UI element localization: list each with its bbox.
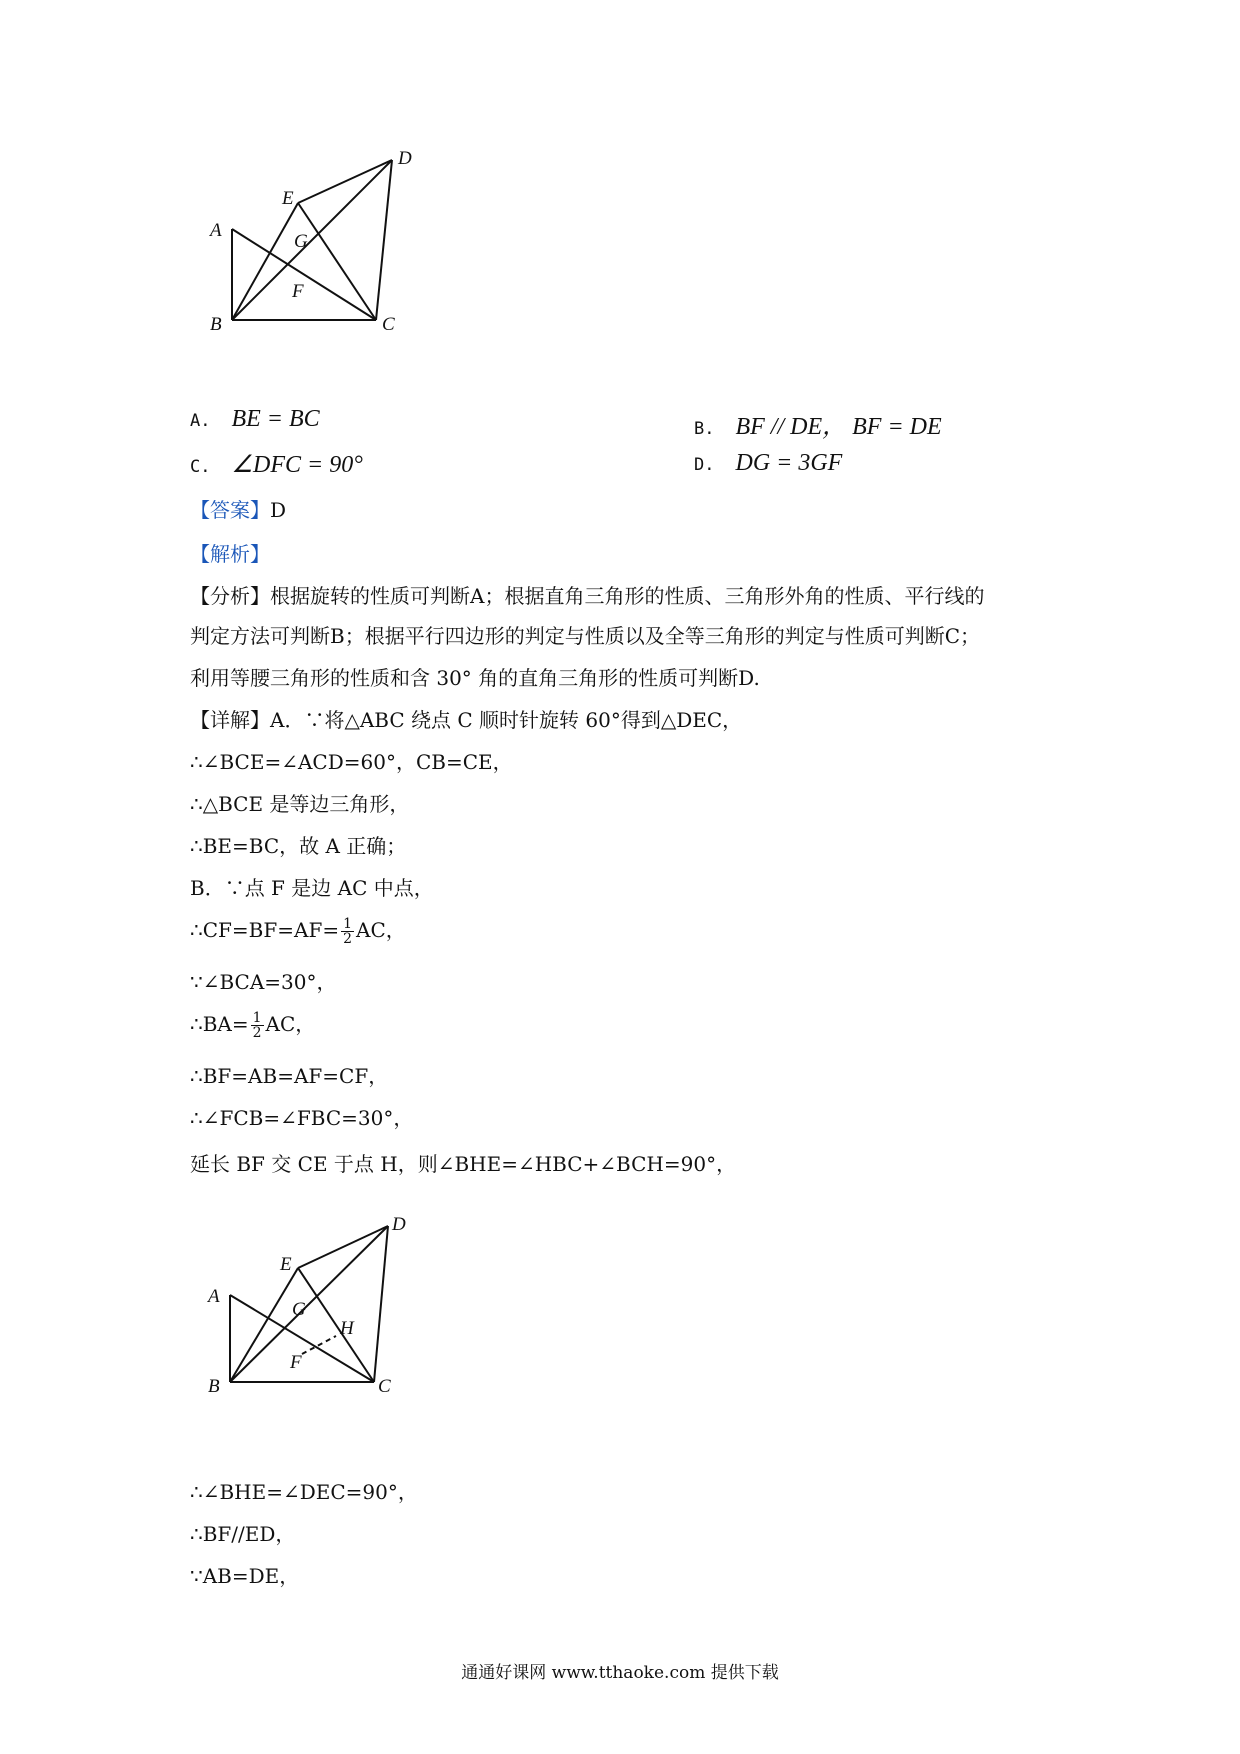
detail-line-12: ∴∠BHE=∠DEC=90°， bbox=[190, 1480, 418, 1504]
segment-ED bbox=[298, 1226, 388, 1268]
detail-line-14: ∵AB=DE， bbox=[190, 1564, 300, 1588]
detail-line-6: ∴CF=BF=AF= $\frac{1}{2}$ AC， bbox=[190, 916, 406, 947]
analysis-tag: 【分析】 bbox=[190, 584, 270, 608]
fraction-one-half: $\frac{1}{2}$ bbox=[252, 1010, 262, 1041]
point-label-H: H bbox=[340, 1318, 354, 1339]
point-label-G: G bbox=[292, 1299, 306, 1320]
page-footer: 通通好课网 www.tthaoke.com 提供下载 bbox=[461, 1663, 779, 1683]
segment-EC bbox=[298, 203, 376, 320]
option-b bbox=[694, 406, 942, 441]
detail-line-9: ∴BF=AB=AF=CF， bbox=[190, 1064, 389, 1088]
point-label-D: D bbox=[392, 1214, 406, 1235]
fraction-one-half: $\frac{1}{2}$ bbox=[343, 916, 352, 947]
point-label-A: A bbox=[210, 220, 222, 241]
point-label-F: F bbox=[292, 281, 304, 302]
option-b-expr: BF // DE， BF = DE bbox=[735, 414, 942, 440]
detail-line-11: 延长 BF 交 CE 于点 H，则∠BHE=∠HBC+∠BCH=90°， bbox=[190, 1152, 737, 1176]
detail-line-5: B．∵点 F 是边 AC 中点， bbox=[190, 876, 434, 900]
detail-line-4: ∴BE=BC，故 A 正确； bbox=[190, 834, 407, 858]
point-label-F: F bbox=[290, 1352, 302, 1373]
detail-tag: 【详解】 bbox=[190, 708, 270, 732]
option-b-label: B. bbox=[694, 419, 715, 439]
analysis-heading: 【解析】 bbox=[190, 542, 270, 566]
detail-line-8: ∴BA= $\frac{1}{2}$ AC， bbox=[190, 1010, 316, 1041]
analysis-line-1: 【分析】根据旋转的性质可判断A；根据直角三角形的性质、三角形外角的性质、平行线的 bbox=[190, 584, 985, 608]
point-label-C: C bbox=[378, 1376, 391, 1397]
detail-line-7: ∵∠BCA=30°， bbox=[190, 970, 337, 994]
segment-FH-dashed bbox=[302, 1336, 336, 1354]
option-d bbox=[694, 450, 842, 477]
point-label-C: C bbox=[382, 314, 395, 335]
segment-EC bbox=[298, 1268, 374, 1382]
option-d-label: D. bbox=[694, 455, 715, 475]
segment-BE bbox=[232, 203, 298, 320]
detail-line-3: ∴△BCE 是等边三角形， bbox=[190, 792, 410, 816]
analysis-line-3: 利用等腰三角形的性质和含 30° 角的直角三角形的性质可判断D. bbox=[190, 666, 760, 690]
answer-line bbox=[190, 494, 286, 523]
geometry-figure-2 bbox=[200, 1208, 420, 1428]
option-c-label: C. bbox=[190, 457, 211, 477]
point-label-A: A bbox=[208, 1286, 220, 1307]
option-c-expr: ∠DFC = 90° bbox=[231, 452, 363, 478]
option-a-label: A. bbox=[190, 411, 211, 431]
answer-tag: 【答案】 bbox=[190, 498, 270, 522]
segment-DC bbox=[376, 160, 392, 320]
detail-line-13: ∴BF//ED， bbox=[190, 1522, 296, 1546]
point-label-B: B bbox=[208, 1376, 220, 1397]
analysis-line-2: 判定方法可判断B；根据平行四边形的判定与性质以及全等三角形的判定与性质可判断C； bbox=[190, 624, 980, 648]
detail-line-1: 【详解】A．∵将△ABC 绕点 C 顺时针旋转 60°得到△DEC， bbox=[190, 708, 743, 732]
point-label-D: D bbox=[398, 150, 412, 169]
point-label-E: E bbox=[280, 1254, 292, 1275]
point-label-G: G bbox=[294, 231, 308, 252]
option-a-expr: BE = BC bbox=[231, 406, 320, 432]
segment-ED bbox=[298, 160, 392, 203]
answer-value: D bbox=[270, 498, 287, 522]
segment-BD bbox=[230, 1226, 388, 1382]
point-label-B: B bbox=[210, 314, 222, 335]
segment-DC bbox=[374, 1226, 388, 1382]
detail-line-2: ∴∠BCE=∠ACD=60°，CB=CE， bbox=[190, 750, 513, 774]
option-d-expr: DG = 3GF bbox=[735, 450, 843, 476]
detail-line-10: ∴∠FCB=∠FBC=30°， bbox=[190, 1106, 414, 1130]
geometry-figure-1 bbox=[200, 150, 420, 370]
option-a bbox=[190, 406, 320, 433]
point-label-E: E bbox=[282, 188, 294, 209]
segment-BD bbox=[232, 160, 392, 320]
option-c bbox=[190, 450, 363, 479]
